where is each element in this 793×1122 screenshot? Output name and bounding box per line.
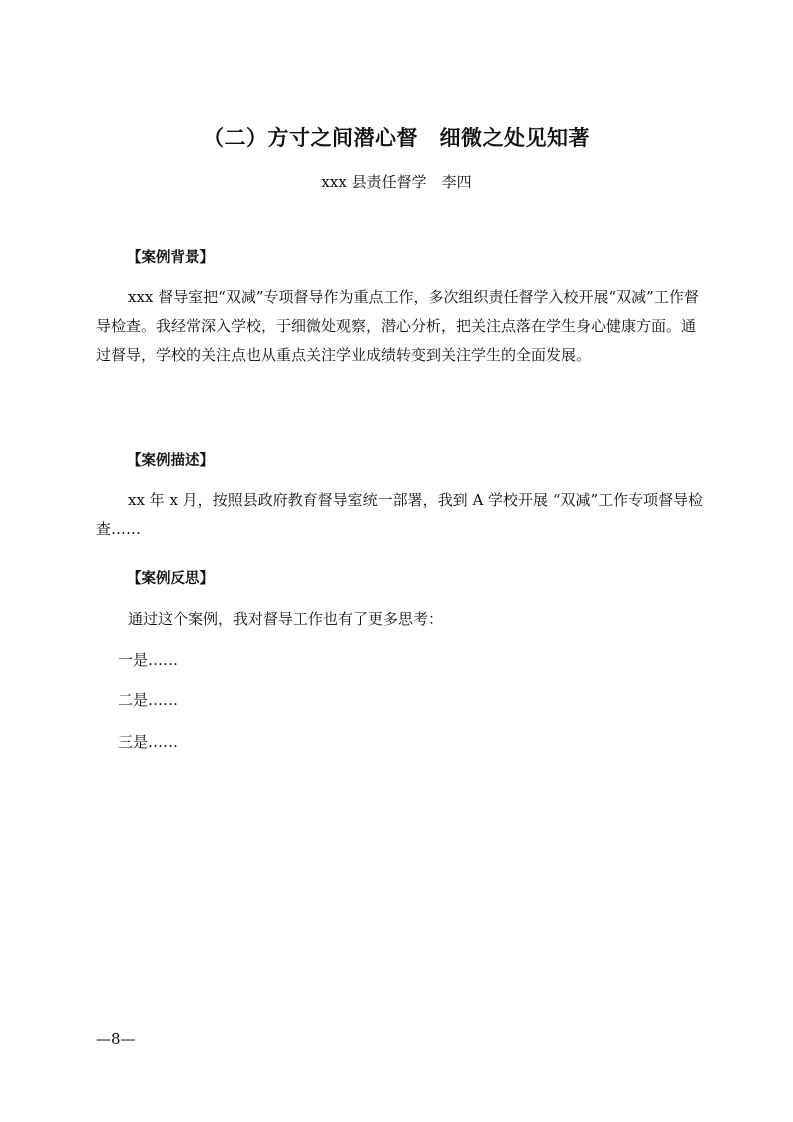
section-heading-background: 【案例背景】: [127, 250, 214, 266]
reflection-intro: 通过这个案例，我对督导工作也有了更多思考：: [128, 610, 444, 628]
section-heading-reflection: 【案例反思】: [127, 571, 214, 587]
author-line: xxx 县责任督学 李四: [321, 173, 472, 191]
background-paragraph: xxx 督导室把“双减”专项督导作为重点工作，多次组织责任督学入校开展“双减”工作督导检查。我经常深入学校，于细微处观察，潜心分析，把关注点落在学生身心健康方面。通过督导，学校的关注点也从重点关注学业成绩转变到关注学生的全面发展。: [96, 288, 699, 364]
page-number: —8—: [96, 1030, 136, 1048]
description-paragraph: xx 年 x 月，按照县政府教育督导室统一部署，我到 A 学校开展 “双减”工作专项督导检查……: [96, 491, 704, 538]
reflection-point-2: 二是……: [118, 691, 179, 709]
section-heading-description: 【案例描述】: [127, 453, 214, 469]
document-title: （二）方寸之间潜心督 细微之处见知著: [203, 126, 590, 150]
reflection-point-3: 三是……: [118, 733, 179, 751]
reflection-point-1: 一是……: [118, 651, 179, 669]
